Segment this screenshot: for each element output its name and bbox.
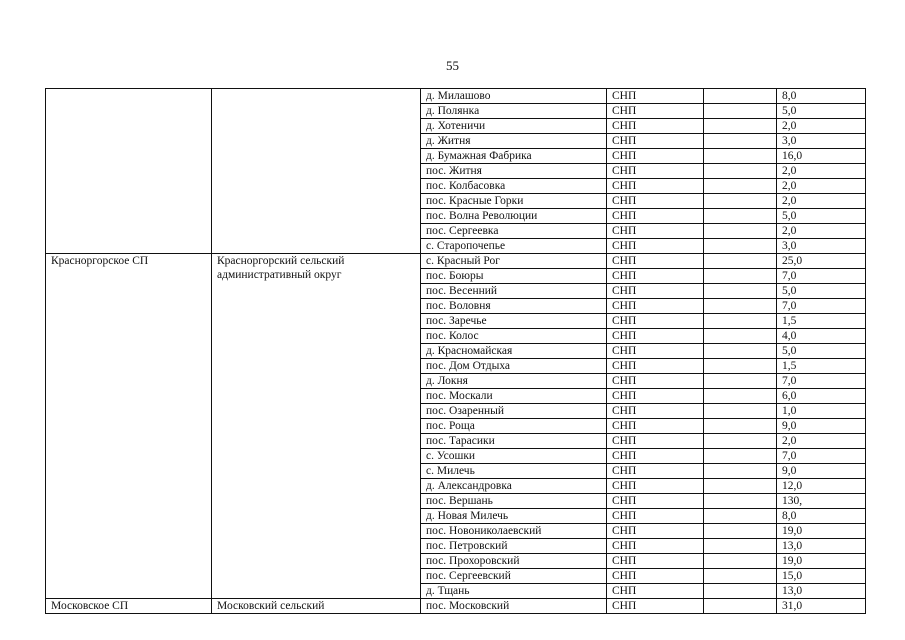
- cell-value: 7,0: [777, 299, 866, 314]
- cell-value: 19,0: [777, 524, 866, 539]
- cell-settlement-municipality: [46, 89, 212, 254]
- cell-value: 16,0: [777, 149, 866, 164]
- cell-extra: [704, 464, 777, 479]
- cell-locality-name: пос. Колос: [421, 329, 607, 344]
- cell-locality-type: СНП: [607, 224, 704, 239]
- cell-locality-type: СНП: [607, 434, 704, 449]
- cell-locality-type: СНП: [607, 404, 704, 419]
- cell-value: 7,0: [777, 374, 866, 389]
- cell-value: 3,0: [777, 134, 866, 149]
- cell-extra: [704, 254, 777, 269]
- cell-extra: [704, 584, 777, 599]
- cell-locality-name: д. Милашово: [421, 89, 607, 104]
- cell-locality-type: СНП: [607, 299, 704, 314]
- cell-value: 7,0: [777, 269, 866, 284]
- cell-locality-type: СНП: [607, 254, 704, 269]
- cell-locality-name: пос. Колбасовка: [421, 179, 607, 194]
- cell-extra: [704, 554, 777, 569]
- cell-extra: [704, 509, 777, 524]
- cell-extra: [704, 329, 777, 344]
- cell-locality-type: СНП: [607, 449, 704, 464]
- cell-locality-name: с. Красный Рог: [421, 254, 607, 269]
- cell-value: 9,0: [777, 419, 866, 434]
- cell-extra: [704, 404, 777, 419]
- cell-locality-type: СНП: [607, 329, 704, 344]
- cell-locality-type: СНП: [607, 269, 704, 284]
- cell-locality-type: СНП: [607, 494, 704, 509]
- cell-value: 2,0: [777, 179, 866, 194]
- cell-extra: [704, 344, 777, 359]
- cell-extra: [704, 104, 777, 119]
- cell-extra: [704, 374, 777, 389]
- cell-value: 2,0: [777, 194, 866, 209]
- cell-value: 2,0: [777, 119, 866, 134]
- cell-locality-type: СНП: [607, 419, 704, 434]
- cell-value: 6,0: [777, 389, 866, 404]
- cell-locality-type: СНП: [607, 164, 704, 179]
- cell-locality-name: д. Александровка: [421, 479, 607, 494]
- cell-locality-name: д. Бумажная Фабрика: [421, 149, 607, 164]
- cell-extra: [704, 284, 777, 299]
- cell-extra: [704, 569, 777, 584]
- cell-locality-name: д. Тщань: [421, 584, 607, 599]
- cell-settlement-municipality: Красноргорское СП: [46, 254, 212, 599]
- cell-locality-type: СНП: [607, 344, 704, 359]
- cell-value: 31,0: [777, 599, 866, 614]
- cell-locality-name: пос. Боюры: [421, 269, 607, 284]
- cell-value: 8,0: [777, 509, 866, 524]
- cell-value: 1,5: [777, 359, 866, 374]
- cell-value: 7,0: [777, 449, 866, 464]
- cell-locality-name: д. Хотеничи: [421, 119, 607, 134]
- cell-extra: [704, 269, 777, 284]
- cell-value: 2,0: [777, 164, 866, 179]
- cell-locality-name: пос. Озаренный: [421, 404, 607, 419]
- page-number: 55: [446, 58, 459, 73]
- cell-value: 1,5: [777, 314, 866, 329]
- cell-locality-type: СНП: [607, 149, 704, 164]
- cell-value: 1,0: [777, 404, 866, 419]
- cell-value: 13,0: [777, 539, 866, 554]
- cell-locality-type: СНП: [607, 524, 704, 539]
- cell-value: 5,0: [777, 104, 866, 119]
- cell-extra: [704, 119, 777, 134]
- cell-locality-name: пос. Волна Революции: [421, 209, 607, 224]
- cell-administrative-district: Красноргорский сельский административный округ: [212, 254, 421, 599]
- cell-extra: [704, 239, 777, 254]
- cell-extra: [704, 89, 777, 104]
- cell-locality-type: СНП: [607, 599, 704, 614]
- cell-locality-name: д. Локня: [421, 374, 607, 389]
- cell-locality-type: СНП: [607, 359, 704, 374]
- cell-value: 2,0: [777, 224, 866, 239]
- cell-extra: [704, 419, 777, 434]
- cell-locality-name: пос. Вершань: [421, 494, 607, 509]
- cell-locality-type: СНП: [607, 284, 704, 299]
- cell-value: 9,0: [777, 464, 866, 479]
- cell-extra: [704, 179, 777, 194]
- cell-locality-type: СНП: [607, 374, 704, 389]
- cell-extra: [704, 434, 777, 449]
- cell-locality-name: пос. Воловня: [421, 299, 607, 314]
- settlements-table: [45, 88, 866, 614]
- cell-locality-name: с. Милечь: [421, 464, 607, 479]
- cell-extra: [704, 494, 777, 509]
- cell-locality-type: СНП: [607, 389, 704, 404]
- cell-extra: [704, 539, 777, 554]
- cell-extra: [704, 134, 777, 149]
- cell-value: 5,0: [777, 209, 866, 224]
- cell-locality-name: пос. Красные Горки: [421, 194, 607, 209]
- table-row: [46, 89, 866, 104]
- cell-locality-name: пос. Заречье: [421, 314, 607, 329]
- cell-extra: [704, 224, 777, 239]
- cell-value: 15,0: [777, 569, 866, 584]
- cell-locality-name: пос. Тарасики: [421, 434, 607, 449]
- cell-locality-name: пос. Житня: [421, 164, 607, 179]
- cell-locality-name: с. Старопочепье: [421, 239, 607, 254]
- table-row: [46, 599, 866, 614]
- cell-locality-type: СНП: [607, 464, 704, 479]
- table-row: [46, 254, 866, 269]
- cell-locality-name: д. Новая Милечь: [421, 509, 607, 524]
- cell-locality-type: СНП: [607, 179, 704, 194]
- cell-extra: [704, 524, 777, 539]
- cell-locality-name: пос. Петровский: [421, 539, 607, 554]
- cell-administrative-district: Московский сельский: [212, 599, 421, 614]
- cell-extra: [704, 389, 777, 404]
- cell-value: 4,0: [777, 329, 866, 344]
- cell-settlement-municipality: Московское СП: [46, 599, 212, 614]
- cell-locality-type: СНП: [607, 539, 704, 554]
- cell-locality-type: СНП: [607, 194, 704, 209]
- cell-locality-type: СНП: [607, 569, 704, 584]
- cell-locality-type: СНП: [607, 554, 704, 569]
- cell-locality-type: СНП: [607, 584, 704, 599]
- cell-locality-type: СНП: [607, 209, 704, 224]
- cell-locality-name: пос. Москали: [421, 389, 607, 404]
- cell-value: 19,0: [777, 554, 866, 569]
- cell-extra: [704, 194, 777, 209]
- cell-locality-name: пос. Прохоровский: [421, 554, 607, 569]
- cell-locality-type: СНП: [607, 479, 704, 494]
- cell-locality-name: д. Полянка: [421, 104, 607, 119]
- cell-value: 13,0: [777, 584, 866, 599]
- cell-value: 8,0: [777, 89, 866, 104]
- cell-locality-name: пос. Сергеевский: [421, 569, 607, 584]
- cell-locality-name: пос. Весенний: [421, 284, 607, 299]
- cell-extra: [704, 209, 777, 224]
- cell-locality-type: СНП: [607, 314, 704, 329]
- cell-extra: [704, 599, 777, 614]
- cell-extra: [704, 359, 777, 374]
- cell-locality-name: с. Усошки: [421, 449, 607, 464]
- cell-administrative-district: [212, 89, 421, 254]
- cell-value: 3,0: [777, 239, 866, 254]
- cell-locality-name: пос. Дом Отдыха: [421, 359, 607, 374]
- table-body: [46, 89, 866, 614]
- cell-locality-name: д. Красномайская: [421, 344, 607, 359]
- cell-locality-type: СНП: [607, 509, 704, 524]
- cell-value: 12,0: [777, 479, 866, 494]
- cell-value: 5,0: [777, 284, 866, 299]
- cell-extra: [704, 449, 777, 464]
- cell-value: 2,0: [777, 434, 866, 449]
- cell-extra: [704, 149, 777, 164]
- cell-locality-name: д. Житня: [421, 134, 607, 149]
- cell-locality-type: СНП: [607, 239, 704, 254]
- cell-locality-name: пос. Московский: [421, 599, 607, 614]
- cell-extra: [704, 164, 777, 179]
- cell-value: 5,0: [777, 344, 866, 359]
- cell-extra: [704, 299, 777, 314]
- cell-value: 25,0: [777, 254, 866, 269]
- cell-extra: [704, 479, 777, 494]
- cell-value: 130,: [777, 494, 866, 509]
- cell-locality-type: СНП: [607, 89, 704, 104]
- cell-locality-name: пос. Новониколаевский: [421, 524, 607, 539]
- cell-locality-type: СНП: [607, 104, 704, 119]
- cell-locality-type: СНП: [607, 119, 704, 134]
- cell-extra: [704, 314, 777, 329]
- cell-locality-name: пос. Роща: [421, 419, 607, 434]
- cell-locality-type: СНП: [607, 134, 704, 149]
- cell-locality-name: пос. Сергеевка: [421, 224, 607, 239]
